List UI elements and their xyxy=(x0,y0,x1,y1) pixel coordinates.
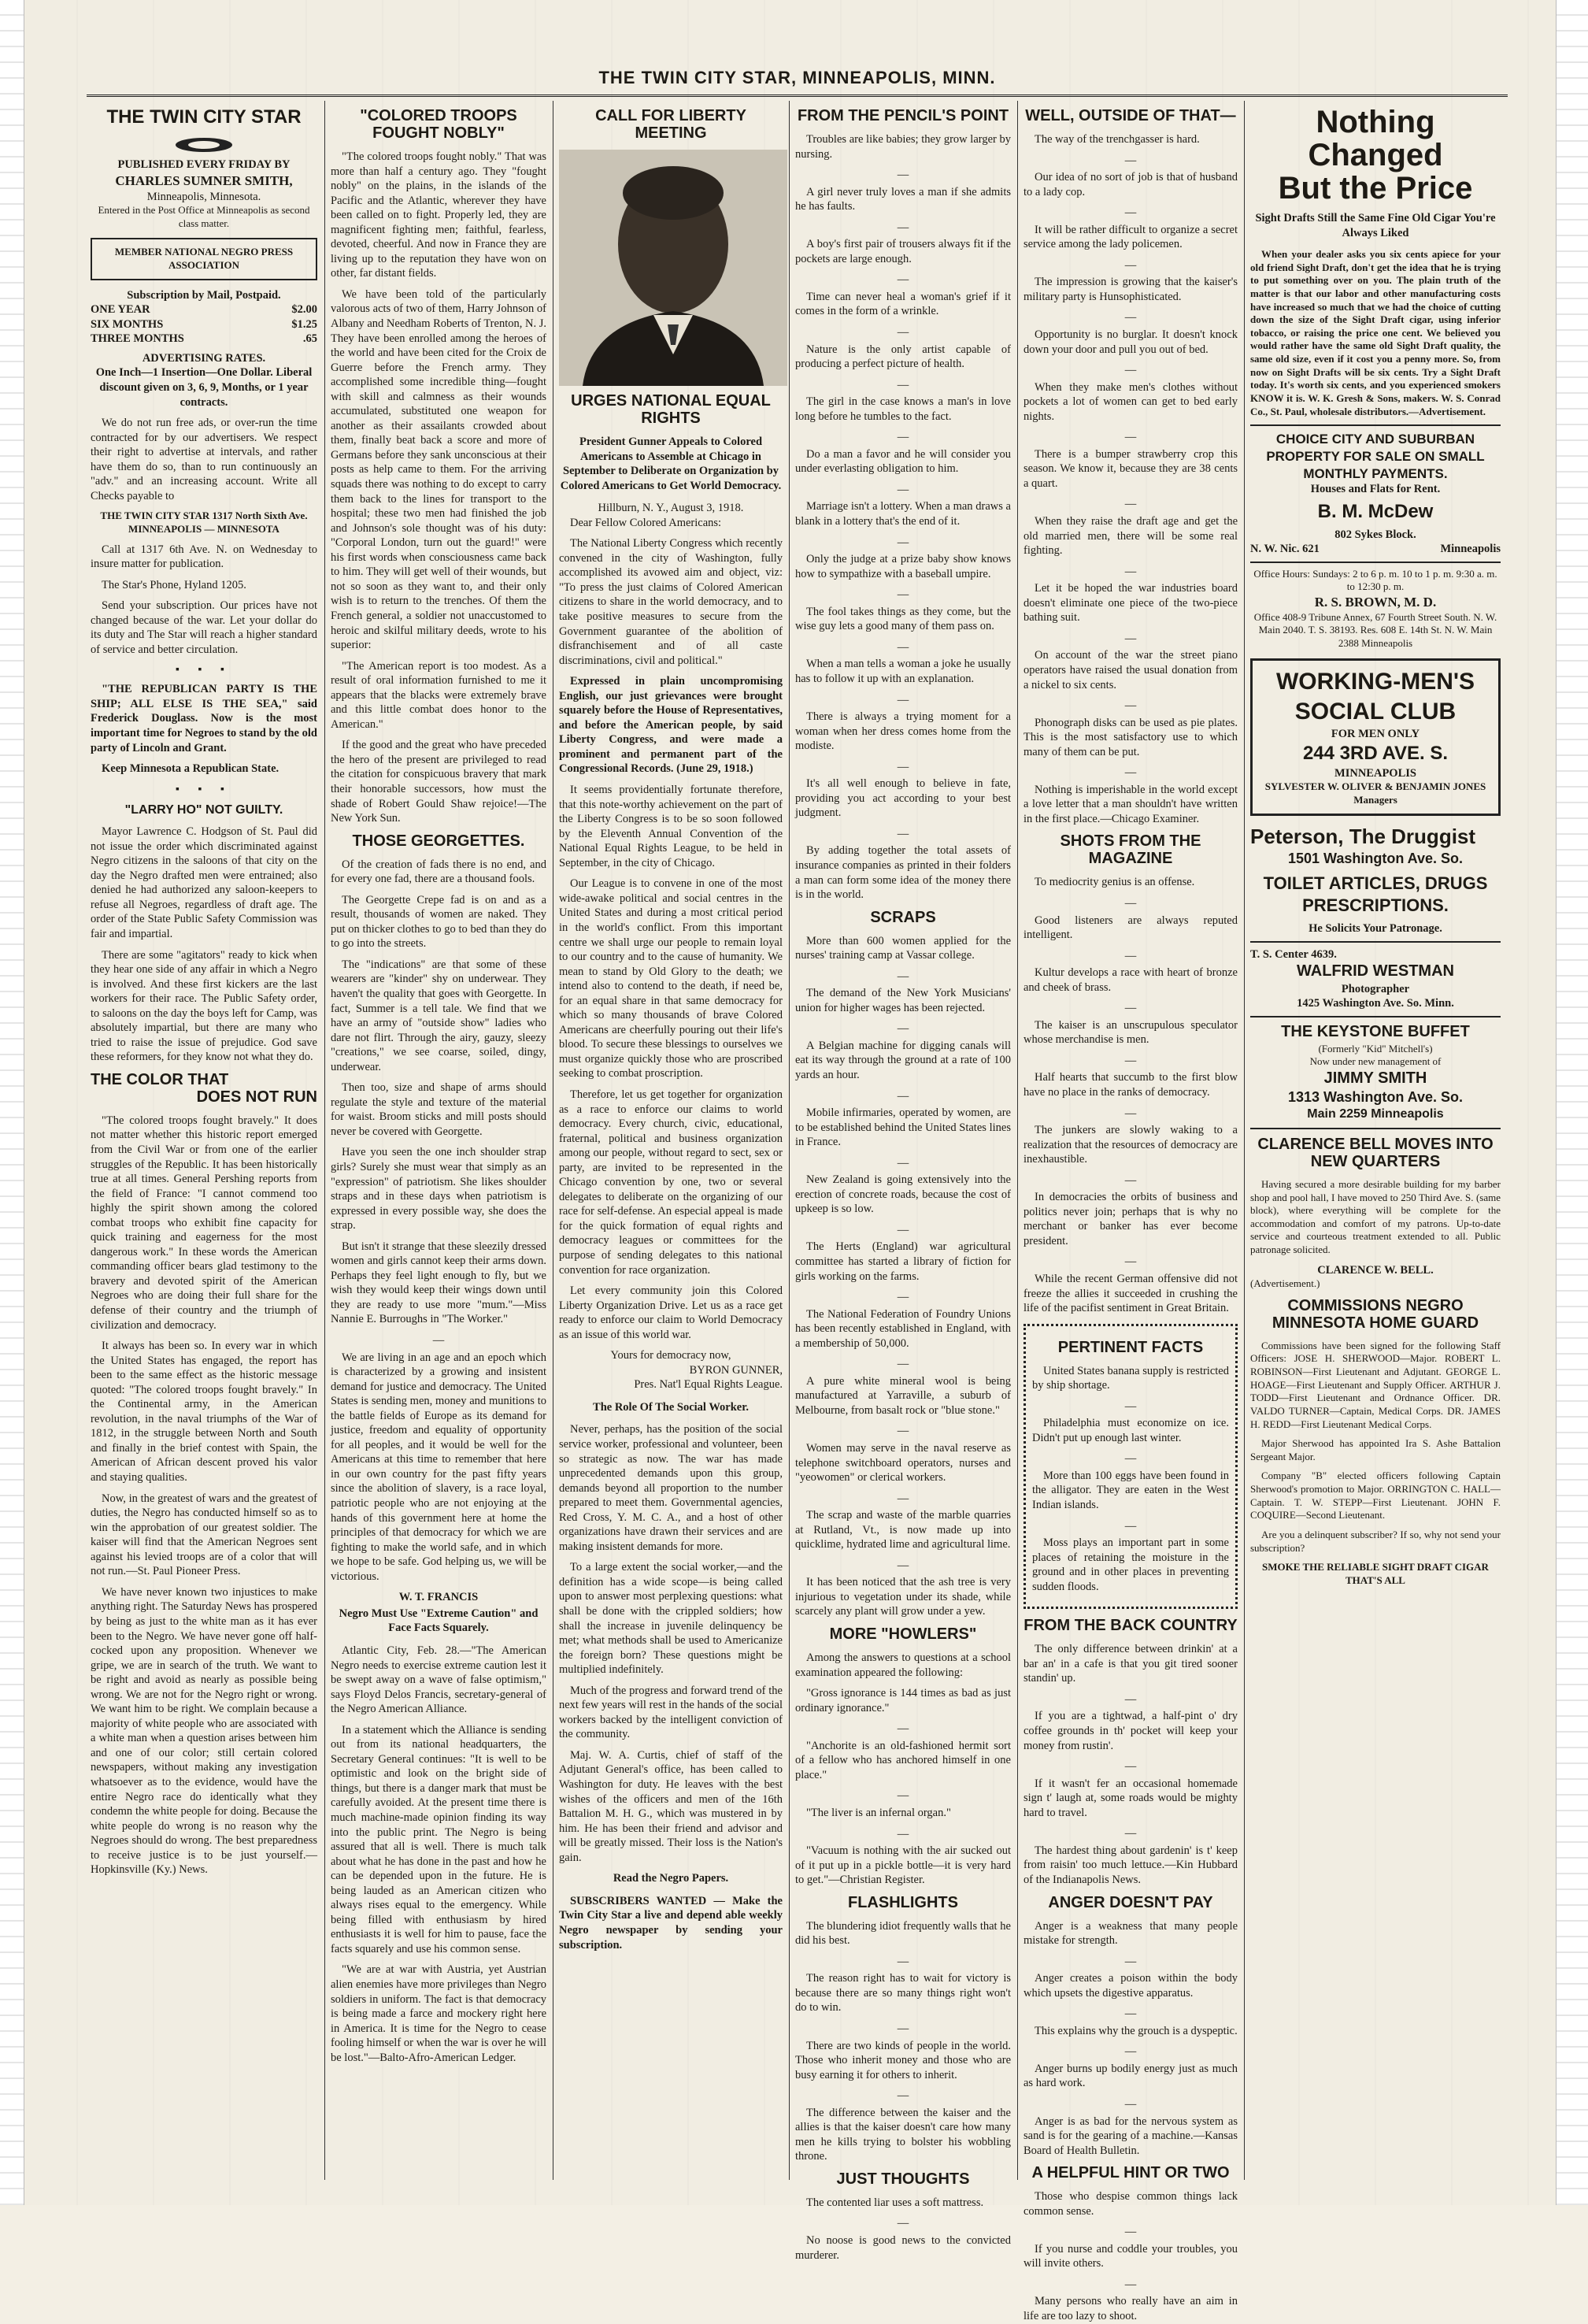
outside-item: Nothing is imperishable in the world except a love letter that a man shouldn't have written in the first place.—Chicago Examiner. xyxy=(1024,783,1238,825)
outside-items: The way of the trenchgasser is hard. — Our idea of no sort of job is that of husband to a lady cop. — It will be rather difficult to organize a secret service among the lady policemen. — The impression is growing that the kaiser's military party is Hunsophisticated. — Opportunity is no burglar. It doesn't knock down your door and pull you out of bed. — When they make men's clothes without pockets a lot of women can get to bed early nights. — There is a bumper strawberry crop this season. We know it, because they are 38 cents a quart. — When they raise the draft age and get the old married men, there will be some real fighting. — Let it be hoped the war industries board doesn't eliminate one piece of the two-piece bathing suit. — On account of the war the street piano operators have raised the usual donation from a nickel to six cents. — Phonograph disks can be used as pie plates. This is the most satisfactory use to which many of them can be put. — Nothing is imperishable in the world except a love letter that a man shouldn't have written in the first place.—Chicago Examiner. xyxy=(1024,133,1238,825)
sight-draft-text: When your dealer asks you six cents apiece for your old friend Sight Draft, don't get the idea that he is trying to put something over on you. The plain truth of the matter is that our labor and other manufacturing costs have increased so much that we had the choice of cutting down the size of the Sight Draft cigar, using inferior tobacco, or raising the price one cent. We believed you would rather have the same old Sight Draft quality, the same old size, even if it cost you a penny more. So, from now on Sight Drafts will be six cents. Try a Sight Draft today. It's worth six cents, and you experienced smokers KNOW it is. W. K. Gresh & Sons, makers. W. S. Conrad Co., St. Paul, wholesale distributors.—Advertisement. xyxy=(1250,248,1501,417)
working-mens-club-ad: WORKING-MEN'S SOCIAL CLUB FOR MEN ONLY 244 3RD AVE. S. MINNEAPOLIS SYLVESTER W. OLIVER & BENJAMIN JONES Managers xyxy=(1250,658,1501,816)
just-thoughts-headline: JUST THOUGHTS xyxy=(836,2170,970,2188)
dateline: Hillburn, N. Y., August 3, 1918. xyxy=(598,502,744,515)
keystone-sub: (Formerly "Kid" Mitchell's) xyxy=(1318,1042,1433,1055)
shots-headline: SHOTS FROM THE MAGAZINE xyxy=(1060,832,1201,868)
pencil-point-item: The fool takes things as they come, but the wise guy lets a good many of them pass on. xyxy=(795,605,1011,633)
back-country-item: If it wasn't fer an occasional homemade sign t' laugh at, some roads would be mighty hard to travel. xyxy=(1024,1777,1238,1819)
pertinent-item: United States banana supply is restricted by ship shortage. xyxy=(1032,1364,1229,1392)
column-2: "COLORED TROOPS FOUGHT NOBLY" "The colored troops fought nobly." That was more than half a century ago. They "fought nobly" on the plains, in the islands of the Pacific and the Atlantic, wherever they have been called on to fight. Properly led, they are magnificent fighting men; faithful, fearless, devoted, cheerful. And now in France they are living up to the reputation they have won on other, far distant fields. We have been told of the particularly valorous acts of two of them, Harry Johnson of Albany and Needham Roberts of Trenton, N. J. They have been enrolled among the heroes of the world and have been cited for the Croix de Guerre before the French army. They accomplished some incredible thing—fought with skill and calmness as their wounds accumulated, substituted one weapon for another as their assailants crowded about them, finally beat back a score and more of Germans before they sank unconscious at their posts as help came to them. For the arriving squads there was nothing to do except to carry them back to the lines for transport to the hospital; these two men had finished the job and Johnson's sole thought was of his duty: "Corporal London, turn out the guard!" were his first words when consciousness came back to him. They will get well of their wounds, but not so soon as they want to, and their only wish is to return to the trenches. Of them the French general, a soldier not unaccustomed to heroic and skilful military deeds, wrote to his superior: "The American report is too modest. As a result of oral information furnished to me it appears that the blacks were extremely brave and this little combat does honor to the American." If the good and the great who have preceded the hero of the present are privileged to read the citation for conspicuous bravery that mark their honorable successors, how must the shade of Robert Gould Shaw rejoice!—The New York Sun. THOSE GEORGETTES. Of the creation of fads there is no end, and for every one fad, there are a thousand fools. The Georgette Crepe fad is on and as a result, thousands of women are naked. They put on thicker clothes to go to bed than they do to go into the streets. The "indications" are that some of these wearers are "kinder" shy on underwear. They haven't the quality that goes with Georgette. In fact, Summer is a tell tale. We find that we have an army of "outside show" ladies who dare not flirt. Through the airy, gauzy, sleezy "creations," we see coarse, soiled, dingy, underwear. Then too, size and shape of arms should regulate the style and texture of the material for waist. Broom sticks and mill posts should never be covered with Georgette. Have you seen the one inch shoulder strap girls? Surely she must wear that simply as an "expression" of patriotism. She likes shoulder straps and in these days when patriotism is expressed in every possible way, she does the strap. But isn't it strange that these sleezily dressed women and girls cannot keep their arms down. Perhaps they feel light enough to fly, but we wish they would keep their wings down until they are ready to use more "mum."—Miss Nannie E. Burroughs in "The Worker." — We are living in an age and an epoch which is characterized by a growing and insistent demand for justice and democracy. The United States is sending men, money and munitions to the battle fields of Europe as its demand for justice, freedom and equality of opportunity for all peoples, and it would be well for the Americans at this time to remember that here in our own country for the past fifty years since the abolition of slavery, is a race loyal, patriotic people who are not enjoying at the hands of this government here at home the principles of that democracy for which we are fighting to make the world safe, and in which we hope to be safe. God helping us, we will be victorious. W. T. FRANCIS Negro Must Use "Extreme Caution" and Face Facts Squarely. Atlantic City, Feb. 28.—"The American Negro needs to exercise extreme caution lest it be swept away on a wave of false optimism," says Floyd Delos Francis, secretary-general of the Negro American Alliance. In a statement which the Alliance is sending out from its national headquarters, the Secretary General continues: "It is well to be optimistic and look on the bright side of things, but there is a danger mark that must be carefully avoided. At the present time there is much machine-made opinion finding its way into the public print. The Negro is being assured that all is well. There is much talk about what he has done in the past and how he can be depended upon in the future. He is being lauded as an American citizen who always rises equal to the emergency. While being filled with enthusiasm by hired enthusiasts it is well for him to pause, face the facts squarely and use his common sense. "We are at war with Austria, yet Austrian alien enemies have more privileges than Negro soldiers in uniform. The fact is that democracy is being made a farce and mockery right here in America. It is time for the Negro to cease fooling himself or when the war is over he will be lost."—Balto-Afro-American Ledger. xyxy=(331,107,546,2064)
hint-headline: A HELPFUL HINT OR TWO xyxy=(1031,2164,1230,2182)
outside-item: It will be rather difficult to organize a secret service among the lady policemen. xyxy=(1024,223,1238,251)
rate-row: THREE MONTHS .65 xyxy=(91,332,317,346)
howlers-headline: MORE "HOWLERS" xyxy=(829,1625,977,1644)
pertinent-headline: PERTINENT FACTS xyxy=(1057,1338,1204,1356)
flashlight-item: The difference between the kaiser and the allies is that the kaiser doesn't care how many men he kills trying to bolster his wobbling throne. xyxy=(795,2106,1011,2163)
pencil-point-item: A girl never truly loves a man if she admits he has faults. xyxy=(795,185,1011,213)
rate-row: ONE YEAR $2.00 xyxy=(91,303,317,317)
pencil-point-item: A boy's first pair of trousers always fit if the pockets are large enough. xyxy=(795,238,1011,265)
hint-item: If you nurse and coddle your troubles, you will invite others. xyxy=(1024,2242,1238,2270)
publisher-city: Minneapolis, Minnesota. xyxy=(146,190,261,203)
scraps-items: More than 600 women applied for the nurses' training camp at Vassar college. — The demand of the New York Musicians' union for higher wages has been rejected. — A Belgian machine for digging canals will eat its way through the ground at a rate of 100 yards an hour. — Mobile infirmaries, operated by women, are to be established behind the United States lines in France. — New Zealand is going extensively into the erection of concrete roads, because the cost of upkeep is so low. — The Herts (England) war agricultural committee has started a library of fiction for girls working on the farms. — The National Federation of Foundry Unions has been recently established in England, with a membership of 50,000. — A pure white mineral wool is being manufactured at Yarraville, a suburb of Melbourne, from basalt rock or "blue stone." — Women may serve in the naval reserve as telephone switchboard operators, nurses and "yeowomen" or clerical workers. — The scrap and waste of the marble quarries at Rutland, Vt., is now made up into quicklime, hydrated lime and agricultural lime. — It has been noticed that the ash tree is very injurious to vegetation under its shade, while scarcely any plant will grow under a yew. xyxy=(795,934,1011,1618)
color-headline: THE COLOR THAT DOES NOT RUN xyxy=(91,1070,317,1106)
post-office-note: Entered in the Post Office at Minneapolis as second class matter. xyxy=(98,204,310,229)
portrait-photo xyxy=(559,150,787,386)
equal-rights-subhead: URGES NATIONAL EQUAL RIGHTS xyxy=(571,392,771,427)
pertinent-facts-box xyxy=(1024,1324,1238,1610)
sight-draft-subhead: Sight Drafts Still the Same Fine Old Cigar You're Always Liked xyxy=(1255,212,1496,239)
article-text: The Georgette Crepe fad is on and as a result, thousands of women are naked. They put on thicker clothes to go to bed than they do to go into the streets. xyxy=(331,893,546,951)
pencil-point-item: By adding together the total assets of insurance companies as printed in their folders a man can form some idea of the money there is in the world. xyxy=(795,844,1011,902)
colored-troops-headline: "COLORED TROOPS FOUGHT NOBLY" xyxy=(360,107,517,142)
pencil-point-item: When a man tells a woman a joke he usually has to follow it up with an explanation. xyxy=(795,658,1011,685)
article-text: We have been told of the particularly valorous acts of two of them, Harry Johnson of Albany and Needham Roberts of Trenton, N. J. They have been enrolled among the heroes of the world and have been cited for the Croix de Guerre before the French army. They accomplished some incredible thing—fought with skill and calmness as their wounds accumulated, substituted one weapon for another as their assailants crowded about them, finally beat back a score and more of Germans before they sank unconscious at their posts as help came to them. For the arriving squads there was nothing to do except to carry them back to the lines for transport to the hospital; these two men had finished the job and Johnson's sole thought was of his duty: "Corporal London, turn out the guard!" were his first words when consciousness came back to him. They will get well of their wounds, but not so soon as they want to, and their only wish is to return to the trenches. Of them the French general, a soldier not unaccustomed to heroic and skilful military deeds, wrote to his superior: xyxy=(331,287,546,652)
georgettes-headline: THOSE GEORGETTES. xyxy=(352,832,525,850)
pencil-point-items: Troubles are like babies; they grow larger by nursing. — A girl never truly loves a man if she admits he has faults. — A boy's first pair of trousers always fit if the pockets are large enough. — Time can never heal a woman's grief if it comes in the form of a wrinkle. — Nature is the only artist capable of producing a perfect picture of health. — The girl in the case knows a man's in love long before he tumbles to the fact. — Do a man a favor and he will consider you under everlasting obligation to him. — Marriage isn't a lottery. When a man draws a blank in a lottery that's the end of it. — Only the judge at a prize baby show knows how to sympathize with a baseball umpire. — The fool takes things as they come, but the wise guy lets a good many of them pass on. — When a man tells a woman a joke he usually has to follow it up with an explanation. — There is always a trying moment for a woman when her dress comes home from the modiste. — It's all well enough to believe in fate, providing you act according to your best judgment. — By adding together the total assets of insurance companies as printed in their folders a man can form some idea of the money there is in the world. xyxy=(795,133,1011,902)
back-country-item: The only difference between drinkin' at a bar an' in a cafe is that you git tired sooner standin' up. xyxy=(1024,1643,1238,1685)
pertinent-items: United States banana supply is restricted by ship shortage. — Philadelphia must economize on ice. Didn't put up enough last winter. — More than 100 eggs have been found in the alligator. They are eaten in the West Indian islands. — Moss plays an important part in some places of retaining the moisture in the ground and in other places in preventing sudden floods. xyxy=(1032,1364,1229,1593)
shot-item: While the recent German offensive did not freeze the allies it succeeded in crushing the life of the pacifist sentiment in Great Britain. xyxy=(1024,1273,1238,1315)
article-text: It seems providentially fortunate therefore, that this note-worthy achievement on the part of the Liberty Congress is to be so soon followed by the Eleventh Annual Convention of the National Equal Rights League, to be held in September, in the city of Chicago. xyxy=(559,784,783,869)
keystone-name: THE KEYSTONE BUFFET xyxy=(1281,1022,1470,1040)
advertising-text: One Inch—1 Insertion—One Dollar. Liberal discount given on 3, 6, 9, Months, or 1 year contracts. xyxy=(95,366,313,409)
outside-item: The impression is growing that the kaiser's military party is Hunsophisticated. xyxy=(1024,276,1238,303)
anger-items: Anger is a weakness that many people mistake for strength. — Anger creates a poison within the body which upsets the digestive apparatus. — This explains why the grouch is a dyspeptic. — Anger burns up bodily energy just as much as hard work. — Anger is as bad for the nervous system as sand is for the gearing of a machine.—Kansas Board of Health Bulletin. xyxy=(1024,1919,1238,2157)
pencil-point-item: The girl in the case knows a man's in love long before he tumbles to the fact. xyxy=(795,395,1011,423)
howler-item: "Anchorite is an old-fashioned hermit sort of a fellow who has anchored himself in one place." xyxy=(795,1739,1011,1781)
article-text: Expressed in plain uncompromising English, our just grievances were brought squarely before the House of Representatives, and before the American people, by said Liberty Congress, and were made a prominent and permanent part of the Congressional Records. (June 29, 1918.) xyxy=(559,675,783,776)
color-text: We have never known two injustices to make anything right. The Saturday News has prospered by being as just to the white man as it has ever been to the Negro. We have never gone off half-cocked upon any proposition. Whenever we gripe, we are in search of the truth. We want to be right and avoid as nearly as possible being wrong. We are not for the Negro right or wrong. We want him to be right. We complain because a majority of white people who are associated with a white man when a question arises between him and one of our color; still certain colored newspapers, without making any investigation whatsoever as to the evidence, would have the entire Negro race do identically what they condemn the white people for doing. Because the white people do wrong is no reason why the Negroes should do wrong. The best preparedness to receive justice is to be just yourself.—Hopkinsville (Ky.) News. xyxy=(91,1585,317,1877)
scan-edge-right xyxy=(1556,0,1588,2205)
column-3 xyxy=(559,101,783,2180)
article-text: We are living in an age and an epoch which is characterized by a growing and insistent demand for justice and democracy. The United States is sending men, money and munitions to the battle fields of Europe as its demand for justice, freedom and equality of opportunity for all peoples, and it would be well for the Americans at this time to remember that here in our own country for the past fifty years since the abolition of slavery, is a race loyal, patriotic people who are not enjoying at the hands of this government here at home the principles of that democracy for which we are fighting to make the world safe, and in which we hope to be safe. God helping us, we will be victorious. xyxy=(331,1351,546,1583)
article-text: The "indications" are that some of these wearers are "kinder" shy on underwear. They haven't the quality that goes with Georgette. In fact, Summer is a tell tale. We find that we have an army of "outside show" ladies who dare not flirt. Through the airy, gauzy, sleezy "creations," we see coarse, soiled, dingy, underwear. xyxy=(331,958,546,1073)
article-text: In a statement which the Alliance is sending out from its national headquarters, the Secretary General continues: "It is well to be optimistic and look on the bright side of things, but there is a danger mark that must be carefully avoided. At the present time there is much machine-made opinion finding its way into the public print. The Negro is being assured that all is well. There is much talk about what he has done in the past and how he can be depended upon in the future. He is being lauded as an American citizen who always rises equal to the emergency. While being filled with enthusiasm by hired enthusiasts it is well for him to pause, face the facts squarely and use his common sense. xyxy=(331,1723,546,1955)
article-text: "The American report is too modest. As a result of oral information furnished to me it appears that the blacks were extremely brave and this little combat does honor to the American." xyxy=(331,659,546,731)
druggist-products: TOILET ARTICLES, DRUGS PRESCRIPTIONS. xyxy=(1263,873,1488,915)
flashlight-item: The blundering idiot frequently walls that he did his best. xyxy=(795,1919,1011,1948)
back-country-item: If you are a tightwad, a half-pint o' dry coffee grounds in th' pocket will keep your money from rustin'. xyxy=(1024,1710,1238,1752)
home-guard-text: Major Sherwood has appointed Ira S. Ashe Battalion Sergeant Major. xyxy=(1250,1437,1501,1462)
pertinent-item: Moss plays an important part in some places of retaining the moisture in the ground and in other places in preventing sudden floods. xyxy=(1032,1536,1229,1593)
home-guard-text: Company "B" elected officers following Captain Sherwood's promotion to Major. ORRINGTON C. HALL—Captain. T. W. STEPP—First Lieutenant. JOHN F. COQUIRE—Second Lieutenant. xyxy=(1250,1470,1501,1522)
photographer-phone: T. S. Center 4639. xyxy=(1250,947,1337,961)
anger-item: This explains why the grouch is a dyspeptic. xyxy=(1035,2024,1238,2037)
article-text: Therefore, let us get together for organization as a race to enforce our claims to world democracy. Every church, civic, educational, fraternal, political and business organization among our people, without regard to sect, sex or party, are invited to be represented in the Chicago convention by one, two or several delegates to deliberate on the organizing of our race for self-defense. An especial appeal is made for the quick formation of equal rights and democracy leagues or committees for the purpose of sending delegates to this national convention for race organization. xyxy=(559,1088,783,1277)
color-text: Now, in the greatest of wars and the greatest of duties, the Negro has conducted himself so as to win the approbation of our greatest soldier. The kaiser will find that the American Negroes sent against his levied troops are of a color that will not run.—St. Paul Pioneer Press. xyxy=(91,1492,317,1578)
scrap-item: Women may serve in the naval reserve as telephone switchboard operators, nurses and "yeowomen" or clerical workers. xyxy=(795,1442,1011,1484)
phone-note: The Star's Phone, Hyland 1205. xyxy=(102,578,246,591)
outside-item: Phonograph disks can be used as pie plates. This is the most satisfactory use to which many of them can be put. xyxy=(1024,716,1238,758)
bell-signature: CLARENCE W. BELL. xyxy=(1317,1263,1434,1277)
article-text: Our League is to convene in one of the most wide-awake political and social centres in the United States and during a most critical period in the world's conflict. From this important centre we shall urge our people to remain loyal to our country and to the cause of humanity. We mean to stand by Old Glory to the death; we intend also to contend to the death, if need be, for an equal share in that same democracy for which so many thousands of brave Colored Americans are cheerfully pouring out their life's blood. To secure these blessings to ourselves we must organize quickly those who are proscribed seeking to combat proscription. xyxy=(559,877,783,1080)
column-5 xyxy=(1024,101,1238,2322)
photographer-name: WALFRID WESTMAN xyxy=(1297,962,1454,980)
hint-item: Many persons who really have an aim in life are too lazy to shoot. xyxy=(1024,2295,1238,2322)
mcdew-name: B. M. McDew xyxy=(1317,501,1434,523)
keystone-owner: JIMMY SMITH xyxy=(1323,1069,1427,1087)
flashlights-headline: FLASHLIGHTS xyxy=(848,1893,958,1911)
scraps-headline: SCRAPS xyxy=(870,908,936,926)
article-deck: President Gunner Appeals to Colored Americans to Assemble at Chicago in September to Deliberate on Organization by Colored Americans to Get World Democracy. xyxy=(560,436,782,492)
article-text: Let every community join this Colored Liberty Organization Drive. Let us as a race get ready to enforce our claim to World Democracy as an issue of this world war. xyxy=(559,1284,783,1341)
druggist-address: 1501 Washington Ave. So. xyxy=(1287,850,1464,866)
color-text: It always has been so. In every war in which the United States has engaged, the report has been to the same effect as the historic message quoted: "The colored troops fought bravely." In the Continental army, in the American revolution, in the naval triumphs of the War of 1812, in the struggle between North and South and finally in the brief contest with Spain, the American of African descent proved his valor and staying qualities. xyxy=(91,1340,317,1484)
signature: BYRON GUNNER, xyxy=(689,1363,783,1377)
keystone-management: Now under new management of xyxy=(1309,1055,1442,1068)
houses-for-rent: Houses and Flats for Rent. xyxy=(1310,483,1441,496)
article-text: Have you seen the one inch shoulder strap girls? Surely she must wear that simply as an "expression" of patriotism. She likes shoulder straps and in these days when patriotism is expressed in every possible way, she does the strap. xyxy=(331,1146,546,1232)
just-thought-item: The contented liar uses a soft mattress. xyxy=(806,2196,984,2209)
pencil-point-headline: FROM THE PENCIL'S POINT xyxy=(797,107,1009,124)
column-6 xyxy=(1250,101,1501,2180)
pencil-point-item: Marriage isn't a lottery. When a man draws a blank in a lottery that's the end of it. xyxy=(795,500,1011,528)
article-text: The National Liberty Congress which recently convened in the city of Washington, fully accomplished its avowed aim and object, viz: "To press the just claims of Colored American citizens to share in the world democracy, and to take positive measures to secure from the Government guarantee of the abolition of disfranchisement and of all caste discriminations, civil and political." xyxy=(559,537,783,667)
subscription-title: Subscription by Mail, Postpaid. xyxy=(127,288,281,302)
article-text: If the good and the great who have preceded the hero of the present are privileged to read the citation for conspicuous bravery that mark their honorable successors, how must the shade of Robert Gould Shaw rejoice!—The New York Sun. xyxy=(331,739,546,825)
keystone-phone: Main 2259 Minneapolis xyxy=(1307,1107,1444,1121)
home-guard-headline: COMMISSIONS NEGRO MINNESOTA HOME GUARD xyxy=(1272,1296,1479,1332)
doctor-address: Office 408-9 Tribune Annex, 67 Fourth Street South. N. W. Main 2040. T. S. 38193. Res. 608 E. 14th St. N. W. Main 2388 Minneapolis xyxy=(1253,610,1497,650)
salutation: Dear Fellow Colored Americans: xyxy=(570,516,722,529)
mcdew-phone-row: N. W. Nic. 621 Minneapolis xyxy=(1250,543,1501,556)
scrap-item: It has been noticed that the ash tree is very injurious to vegetation under its shade, while scarcely any plant will grow under a yew. xyxy=(795,1576,1011,1618)
anger-headline: ANGER DOESN'T PAY xyxy=(1048,1893,1213,1911)
bell-adv: (Advertisement.) xyxy=(1250,1277,1320,1290)
shot-item: The kaiser is an unscrupulous speculator whose merchandise is men. xyxy=(1024,1018,1238,1047)
outside-item: The way of the trenchgasser is hard. xyxy=(1035,133,1200,146)
rate-row: SIX MONTHS $1.25 xyxy=(91,317,317,331)
article-text: Much of the progress and forward trend of the next few years will rest in the hands of the social workers backed by the intelligent conviction of the community. xyxy=(559,1684,783,1741)
flashlight-item: The reason right has to wait for victory is because there are so many things right won't do to win. xyxy=(795,1972,1011,2015)
shot-item: To mediocrity genius is an offense. xyxy=(1035,876,1195,889)
scrap-item: A pure white mineral wool is being manufactured at Yarraville, a suburb of Melbourne, from basalt rock or "blue stone." xyxy=(795,1374,1011,1417)
shot-item: The junkers are slowly waking to a realization that the resources of democracy are inexhaustible. xyxy=(1024,1124,1238,1166)
flashlights-items: The blundering idiot frequently walls that he did his best. — The reason right has to wait for victory is because there are so many things right won't do to win. — There are two kinds of people in the world. Those who inherit money and those who are busy earning it for others to inherit. — The difference between the kaiser and the allies is that the kaiser doesn't care how many men he kills trying to bolster his wobbling throne. xyxy=(795,1919,1011,2163)
address: THE TWIN CITY STAR 1317 North Sixth Ave. MINNEAPOLIS — MINNESOTA xyxy=(100,510,308,536)
hint-items: Those who despise common things lack common sense. — If you nurse and coddle your troubles, you will invite others. — Many persons who really have an aim in life are too lazy to shoot. xyxy=(1024,2190,1238,2322)
publisher-line: PUBLISHED EVERY FRIDAY BY xyxy=(117,158,291,172)
signature-title: Pres. Nat'l Equal Rights League. xyxy=(634,1378,783,1392)
outside-item: When they raise the draft age and get the old married men, there will be some real fighting. xyxy=(1024,515,1238,558)
member-badge: MEMBER NATIONAL NEGRO PRESS ASSOCIATION xyxy=(91,238,317,280)
outside-item: There is a bumper strawberry crop this season. We know it, because they are 38 cents a quart. xyxy=(1024,447,1238,490)
scrap-item: New Zealand is going extensively into the erection of concrete roads, because the cost of upkeep is so low. xyxy=(795,1173,1011,1216)
back-country-item: The hardest thing about gardenin' is t' keep from raisin' too much lettuce.—Kin Hubbard of the Indianapolis News. xyxy=(1024,1844,1238,1886)
howler-item: "Vacuum is nothing with the air sucked out of it put up in a pickle bottle—it is very hard to get."—Christian Register. xyxy=(795,1844,1011,1887)
pertinent-item: Philadelphia must economize on ice. Didn't put up enough last winter. xyxy=(1032,1417,1229,1444)
smoke-ad: SMOKE THE RELIABLE SIGHT DRAFT CIGAR THAT'S ALL xyxy=(1262,1561,1489,1586)
property-ad: CHOICE CITY AND SUBURBAN PROPERTY FOR SALE ON SMALL MONTHLY PAYMENTS. xyxy=(1266,432,1485,481)
pencil-point-item: Only the judge at a prize baby show knows how to sympathize with a baseball umpire. xyxy=(795,553,1011,580)
bell-text: Having secured a more desirable building for my barber shop and pool hall, I have moved to 250 Third Ave. S. (same block), where everything will be complete for the accommodation and comfort of my patrons. Up-to-date service and courteous treatment extended to all. Public patronage solicited. xyxy=(1250,1177,1501,1255)
doctor-name: R. S. BROWN, M. D. xyxy=(1314,595,1437,610)
subscribers-wanted: SUBSCRIBERS WANTED — Make the Twin City Star a live and depend able weekly Negro newspaper by sending your subscription. xyxy=(559,1894,783,1951)
druggist-name: Peterson, The Druggist xyxy=(1250,824,1476,848)
anger-item: Anger is a weakness that many people mistake for strength. xyxy=(1024,1919,1238,1948)
scrap-item: The National Federation of Foundry Unions has been recently established in England, with a membership of 50,000. xyxy=(795,1307,1011,1350)
flashlight-item: There are two kinds of people in the world. Those who inherit money and those who are busy earning it for others to inherit. xyxy=(795,2039,1011,2081)
article-text: Atlantic City, Feb. 28.—"The American Negro needs to exercise extreme caution lest it be swept away on a wave of false optimism," says Floyd Delos Francis, secretary-general of the Negro American Alliance. xyxy=(331,1644,546,1716)
article-text: Of the creation of fads there is no end, and for every one fad, there are a thousand fools. xyxy=(331,858,546,886)
larry-text: There are some "agitators" ready to kick when they hear one side of any affair in which a Negro is involved. And these first kickers are the last workers for their race. The Public Safety order, to saloons on the day the boys left for Camp, was absolutely impartial, but there are many who tried to raise the issue of prejudice. God save these reformers, for they know not what they do. xyxy=(91,948,317,1064)
article-text: "The colored troops fought nobly." That was more than half a century ago. They "fought nobly" on the plains, in the islands of the Pacific and the Atlantic, wherever they have been called on to fight. Properly led, they are magnificent fighting men; faithful, fearless, devoted, cheerful. And now in France they are living up to the reputation they have won on other, far distant fields. xyxy=(331,150,546,280)
back-country-items: The only difference between drinkin' at a bar an' in a cafe is that you git tired sooner standin' up. — If you are a tightwad, a half-pint o' dry coffee grounds in th' pocket will keep your money from rustin'. — If it wasn't fer an occasional homemade sign t' laugh at, some roads would be mighty hard to travel. — The hardest thing about gardenin' is t' keep from raisin' too much lettuce.—Kin Hubbard of the Indianapolis News. xyxy=(1024,1643,1238,1886)
page-masthead: THE TWIN CITY STAR, MINNEAPOLIS, MINN. xyxy=(87,68,1508,97)
column-rule xyxy=(324,101,325,2180)
mcdew-address: 802 Sykes Block. xyxy=(1334,528,1416,541)
delinquent-note: Are you a delinquent subscriber? If so, why not send your subscription? xyxy=(1250,1528,1501,1554)
scrap-item: The scrap and waste of the marble quarries at Rutland, Vt., is now made up into quicklime, hydrated lime and agricultural lime. xyxy=(795,1509,1011,1551)
column-rule xyxy=(789,101,790,2180)
nothing-changed-ad-title: Nothing Changed xyxy=(1308,105,1443,172)
article-text: "We are at war with Austria, yet Austrian alien enemies have more privileges than Negro soldiers in uniform. The fact is that democracy is being made a farce and mockery right here in America. It is time for the Negro to cease fooling himself or when the war is over he will be lost."—Balto-Afro-American Ledger. xyxy=(331,1963,546,2064)
back-country-headline: FROM THE BACK COUNTRY xyxy=(1024,1617,1238,1635)
scrap-item: Mobile infirmaries, operated by women, are to be established behind the United States lines in France. xyxy=(795,1106,1011,1149)
just-thought-item: No noose is good news to the convicted murderer. xyxy=(795,2233,1011,2262)
hint-item: Those who despise common things lack common sense. xyxy=(1024,2190,1238,2218)
article-text: To a large extent the social worker,—and the definition has a wide scope—is being called upon to answer most perplexing questions: what shall be done with the crippled soldiers; how shall the increase in juvenile delinquency be met; what methods shall be used to Americanize the foreign born? These questions might be multiplied indefinitely. xyxy=(559,1561,783,1677)
shot-item: Half hearts that succumb to the first blow have no place in the ranks of democracy. xyxy=(1024,1071,1238,1099)
scrap-item: A Belgian machine for digging canals will eat its way through the ground at a rate of 100 yards an hour. xyxy=(795,1039,1011,1081)
office-note: Call at 1317 6th Ave. N. on Wednesday to insure matter for publication. xyxy=(91,543,317,571)
liberty-headline: CALL FOR LIBERTY MEETING xyxy=(595,107,746,142)
larry-text: Mayor Lawrence C. Hodgson of St. Paul did not issue the order which discriminated against Negro citizens in the saloons of that city on the day the Negro drafted men were entrained; also denied he had authorized any saloon-keepers to refuse all Negroes, regardless of draft age. The order of the State Public Safety Commission was fair and impartial. xyxy=(91,825,317,940)
article-text: Maj. W. A. Curtis, chief of staff of the Adjutant General's office, has been called to Washington for duty. He leaves with the best wishes of the officers and men of the 16th Battalion M. H. G., which was mustered in by him. He has been their friend and advisor and will be greatly missed. Their loss is the Nation's gain. xyxy=(559,1748,783,1864)
keystone-address: 1313 Washington Ave. So. xyxy=(1287,1089,1464,1106)
outside-item: Opportunity is no burglar. It doesn't knock down your door and pull you out of bed. xyxy=(1024,328,1238,356)
keep-minnesota: Keep Minnesota a Republican State. xyxy=(102,762,279,776)
outside-item: On account of the war the street piano operators have raised the usual donation from a nickel to six cents. xyxy=(1024,649,1238,691)
scrap-item: The Herts (England) war agricultural committee has started a library of fiction for girls working on the farms. xyxy=(795,1240,1011,1283)
shot-item: In democracies the orbits of business and politics never join; perhaps that is why no merchant or banker has ever become president. xyxy=(1024,1191,1238,1247)
star-ornament-icon xyxy=(172,135,235,154)
shots-items: To mediocrity genius is an offense. — Good listeners are always reputed intelligent. — Kultur develops a race with heart of bronze and cheek of brass. — The kaiser is an unscrupulous speculator whose merchandise is men. — Half hearts that succumb to the first blow have no place in the ranks of democracy. — The junkers are slowly waking to a realization that the resources of democracy are inexhaustible. — In democracies the orbits of business and politics never join; perhaps that is why no merchant or banker has ever become president. — While the recent German offensive did not freeze the allies it succeeded in crushing the life of the pacifist sentiment in Great Britain. xyxy=(1024,876,1238,1315)
shot-item: Good listeners are always reputed intelligent. xyxy=(1024,914,1238,942)
larry-headline: "LARRY HO" NOT GUILTY. xyxy=(124,802,283,817)
howlers-items: "Gross ignorance is 144 times as bad as just ordinary ignorance." — "Anchorite is an old-fashioned hermit sort of a fellow who has anchored himself in one place." — "The liver is an infernal organ." — "Vacuum is nothing with the air sucked out of it put up in a pickle bottle—it is very hard to get."—Christian Register. xyxy=(795,1687,1011,1887)
bell-headline: CLARENCE BELL MOVES INTO NEW QUARTERS xyxy=(1257,1135,1494,1170)
pencil-point-item: Nature is the only artist capable of producing a perfect picture of health. xyxy=(795,343,1011,371)
pencil-point-item: Do a man a favor and he will consider you under everlasting obligation to him. xyxy=(795,447,1011,476)
home-guard-text: Commissions have been signed for the following Staff Officers: JOSE H. SHERWOOD—Major. ROBERT L. ROBINSON—First Lieutenant and Adjutant. GEORGE L. HOAGE—First Lieutenant and Supply Officer. ARTHUR J. TODD—First Lieutenant and Ordnance Officer. DR. VALDO TURNER—Captain, Medical Corps. DR. JAMES H. REDD—First Lieutenant Medical Corps. xyxy=(1250,1339,1501,1430)
photographer-address: 1425 Washington Ave. So. Minn. xyxy=(1297,997,1454,1010)
pencil-point-item: It's all well enough to believe in fate, providing you act according to your best judgment. xyxy=(795,777,1011,820)
article-text: Then too, size and shape of arms should regulate the style and texture of the material for waist. Broom sticks and mill posts should never be covered with Georgette. xyxy=(331,1081,546,1138)
pertinent-item: More than 100 eggs have been found in the alligator. They are eaten in the West Indian islands. xyxy=(1032,1469,1229,1512)
article-text: But isn't it strange that these sleezily dressed women and girls cannot keep their arms down. Perhaps they feel light enough to fly, but we wish they would keep their wings down until they are ready to use more "mum."—Miss Nannie E. Burroughs in "The Worker." xyxy=(331,1240,546,1326)
column-rule xyxy=(1244,101,1245,2180)
social-worker-headline: The Role Of The Social Worker. xyxy=(593,1400,749,1414)
column-4 xyxy=(795,101,1011,2262)
signature: W. T. FRANCIS xyxy=(398,1591,479,1604)
anger-item: Anger is as bad for the nervous system as sand is for the gearing of a machine.—Kansas Board of Health Bulletin. xyxy=(1024,2115,1238,2157)
column-1: THE TWIN CITY STAR PUBLISHED EVERY FRIDAY BY CHARLES SUMNER SMITH, Minneapolis, Minnesota. Entered in the Post Office at Minneapolis as second class matter. MEMBER NATIONAL NEGRO PRESS ASSOCIATION Subscription by Mail, Postpaid. ONE YEAR $2.00 SIX MONTHS $1.25 THREE MONTHS .65 ADVERTISING RATES. One Inch—1 Insertion—One Dollar. Liberal discount given on 3, 6, 9, Months, or 1 year contracts. We do not run free ads, or over-run the time contracted for by our advertisers. We respect their right to advertise at intervals, and rather have them do so, than to run continuously an "adv." and an increasing account. Write all Checks payable to THE TWIN CITY STAR 1317 North Sixth Ave. MINNEAPOLIS — MINNESOTA Call at 1317 6th Ave. N. on Wednesday to insure matter for publication. The Star's Phone, Hyland 1205. Send your subscription. Our prices have not changed because of the war. Let your dollar do its duty and The Star will reach a higher standard of service and better circulation. ▪ ▪ ▪ "THE REPUBLICAN PARTY IS THE SHIP; ALL ELSE IS THE SEA," said Frederick Douglass. Now is the most important time for Negroes to stand by the old party of Lincoln and Grant. Keep Minnesota a Republican State. ▪ ▪ ▪ "LARRY HO" NOT GUILTY. Mayor Lawrence C. Hodgson of St. Paul did not issue the order which discriminated against Negro citizens in the saloons of that city on the day the Negro drafted men were entrained; also denied he had authorized any saloon-keepers to refuse all Negroes, regardless of draft age. The order of the State Public Safety Commission was fair and impartial. There are some "agitators" ready to kick when they hear one side of any affair in which a Negro is involved. And these first kickers are the last workers for their race. The Public Safety order, to saloons on the day the boys left for Camp, was absolutely impartial, but there are many who tried to raise the issue of prejudice. God save these reformers, for they know not what they do. THE COLOR THAT DOES NOT RUN "The colored troops fought bravely." It does not matter whether this historic report emerged from the Civil War or from one of the earlier struggles of the Republic. It has been historically true at all times. General Pershing reports from the field of France: "I cannot commend too highly the spirit shown among the colored combat troops who exhibit fine capacity for quick training and eagerness for the most dangerous work." In these words the American commanding officer bears glad testimony to the bravery and devoted spirit of the American Negroes who are doing their full share for the defense of their country and the triumph of civilization and democracy. It always has been so. In every war in which the United States has engaged, the report has been to the same effect as the historic message quoted: "The colored troops fought bravely." In the Continental army, in the American revolution, in the naval triumphs of the War of 1812, in the struggle between North and South and finally in the brief contest with Spain, the American of African descent proved his valor and staying qualities. Now, in the greatest of wars and the greatest of duties, the Negro has conducted himself so as to win the approbation of our greatest soldier. The kaiser will find that the American Negroes sent against his levied troops are of a color that will not run.—St. Paul Pioneer Press. We have never known two injustices to make anything right. The Saturday News has prospered by being as just to the white man as it has ever been to the Negro. We have never gone off half-cocked upon any proposition. Whenever we gripe, we are in search of the truth. We want to be right and avoid as nearly as possible being wrong. We are not for the Negro right or wrong. We want him to be right. We complain because a majority of white people who are associated with a white man when a question arises between him and one of our color; still certain colored newspapers, without making any investigation whatsoever as to the evidence, would have the entire Negro race do identically what they condemn the white people for doing. Because the white people do wrong is no reason why the Negroes should do wrong. The best preparedness to receive justice is to be just yourself.—Hopkinsville (Ky.) News. xyxy=(91,106,317,1877)
scan-edge-left xyxy=(0,0,24,2205)
pencil-point-item: There is always a trying moment for a woman when her dress comes home from the modiste. xyxy=(795,710,1011,753)
howler-item: "Gross ignorance is 144 times as bad as just ordinary ignorance." xyxy=(795,1687,1011,1714)
outside-item: When they make men's clothes without pockets a lot of women can get to bed early nights. xyxy=(1024,380,1238,423)
republican-quote: "THE REPUBLICAN PARTY IS THE SHIP; ALL ELSE IS THE SEA," said Frederick Douglass. Now is the most important time for Negroes to stand by the old party of Lincoln and Grant. xyxy=(91,683,317,754)
read-papers-headline: Read the Negro Papers. xyxy=(613,1872,729,1885)
column-rule xyxy=(1017,101,1018,2180)
anger-item: Anger burns up bodily energy just as much as hard work. xyxy=(1024,2062,1238,2090)
photographer-title: Photographer xyxy=(1341,982,1410,995)
nothing-changed-ad-title: But the Price xyxy=(1278,171,1473,206)
article-subhead: Negro Must Use "Extreme Caution" and Face Facts Squarely. xyxy=(339,1607,539,1635)
office-hours: Office Hours: Sundays: 2 to 6 p. m. 10 to 1 p. m. 9:30 a. m. to 12:30 p. m. xyxy=(1253,567,1497,593)
article-text: Never, perhaps, has the position of the social service worker, professional and volunteer, been so strategic as now. The war has made unprecedented demands upon this group, demands beyond all proportion to the number prepared to meet them. Governmental agencies, Red Cross, Y. M. C. A., and a host of other organizations have drawn their services and are making insistent demands for more. xyxy=(559,1423,783,1553)
howlers-intro: Among the answers to questions at a school examination appeared the following: xyxy=(795,1651,1011,1679)
shot-item: Kultur develops a race with heart of bronze and cheek of brass. xyxy=(1024,966,1238,994)
anger-item: Anger creates a poison within the body which upsets the digestive apparatus. xyxy=(1024,1972,1238,2000)
outside-headline: WELL, OUTSIDE OF THAT— xyxy=(1025,107,1236,124)
pencil-point-item: Time can never heal a woman's grief if it comes in the form of a wrinkle. xyxy=(795,290,1011,318)
scrap-item: The demand of the New York Musicians' union for higher wages has been rejected. xyxy=(795,987,1011,1014)
outside-item: Our idea of no sort of job is that of husband to a lady cop. xyxy=(1024,171,1238,198)
publisher-name: CHARLES SUMNER SMITH, xyxy=(115,172,293,188)
just-thoughts-items: The contented liar uses a soft mattress. — No noose is good news to the convicted murderer. xyxy=(795,2196,1011,2262)
policy-text: We do not run free ads, or over-run the time contracted for by our advertisers. We respect their right to advertise at intervals, and rather have them do so, than to run continuously an "adv." and an increasing account. Write all Checks payable to xyxy=(91,417,317,502)
druggist-patronage: He Solicits Your Patronage. xyxy=(1309,922,1442,936)
closing: Yours for democracy now, xyxy=(610,1349,731,1362)
color-text: "The colored troops fought bravely." It does not matter whether this historic report emerged from the Civil War or from one of the earlier struggles of the Republic. It has been historically true at all times. General Pershing reports from the field of France: "I cannot commend too highly the spirit shown among the colored combat troops who exhibit fine capacity for quick training and eagerness for the most dangerous work." In these words the American commanding officer bears glad testimony to the bravery and devoted spirit of the American Negroes who are doing their full share for the defense of their country and the triumph of civilization and democracy. xyxy=(91,1114,317,1332)
outside-item: Let it be hoped the war industries board doesn't eliminate one piece of the two-piece bathing suit. xyxy=(1024,582,1238,625)
advertising-title: ADVERTISING RATES. xyxy=(142,351,266,365)
howler-item: "The liver is an infernal organ." xyxy=(806,1806,951,1819)
scrap-item: More than 600 women applied for the nurses' training camp at Vassar college. xyxy=(795,934,1011,962)
pencil-point-item: Troubles are like babies; they grow larger by nursing. xyxy=(795,133,1011,161)
paper-title: THE TWIN CITY STAR xyxy=(106,106,302,128)
subscribe-note: Send your subscription. Our prices have not changed because of the war. Let your dollar do its duty and The Star will reach a higher standard of service and better circulation. xyxy=(91,599,317,656)
